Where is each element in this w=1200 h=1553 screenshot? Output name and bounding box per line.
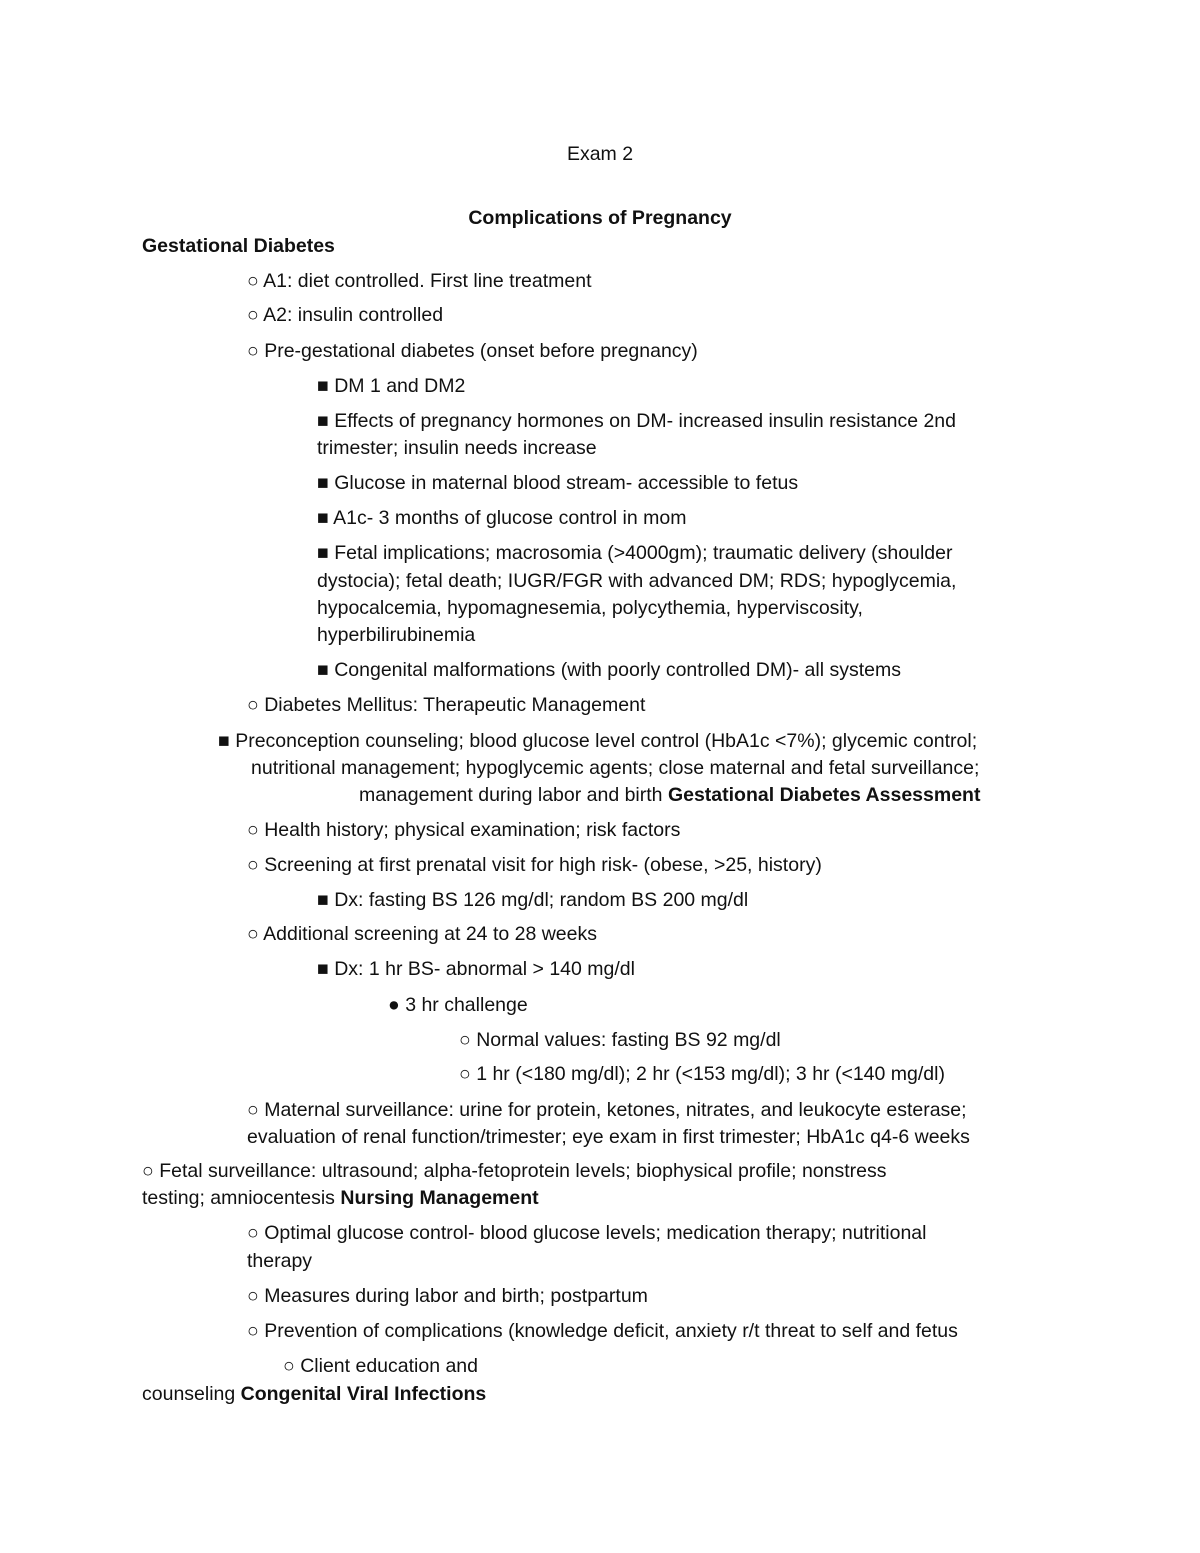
list-item-text: management during labor and birth — [359, 784, 668, 806]
list-item: ○ Measures during labor and birth; postpartum — [247, 1285, 648, 1307]
list-item-continuation — [359, 784, 980, 807]
list-item-continuation — [142, 1383, 486, 1406]
list-item-text: counseling — [142, 1383, 241, 1405]
heading-gestational-diabetes: Gestational Diabetes — [142, 235, 335, 257]
list-item: ○ Health history; physical examination; risk factors — [247, 819, 681, 841]
list-item: ○ Normal values: fasting BS 92 mg/dl — [459, 1029, 781, 1051]
list-item: ○ A1: diet controlled. First line treatment — [247, 270, 592, 292]
list-item: ■ Fetal implications; macrosomia (>4000gm); traumatic delivery (shoulder — [317, 542, 953, 564]
list-item: ○ Additional screening at 24 to 28 weeks — [247, 923, 598, 945]
list-item: ■ Congenital malformations (with poorly controlled DM)- all systems — [317, 659, 901, 681]
list-item: ■ DM 1 and DM2 — [317, 375, 466, 397]
list-item: ○ Pre-gestational diabetes (onset before pregnancy) — [247, 340, 698, 362]
heading-nursing-management: Nursing Management — [340, 1187, 539, 1209]
list-item-continuation: trimester; insulin needs increase — [317, 437, 597, 459]
list-item: ■ Preconception counseling; blood glucose level control (HbA1c <7%); glycemic control; — [218, 730, 978, 752]
list-item-continuation — [142, 1187, 539, 1210]
list-item-continuation: dystocia); fetal death; IUGR/FGR with advanced DM; RDS; hypoglycemia, — [317, 570, 957, 592]
list-item-continuation: nutritional management; hypoglycemic agents; close maternal and fetal surveillance; — [251, 757, 980, 779]
list-item-text: testing; amniocentesis — [142, 1187, 341, 1209]
list-item-continuation: hyperbilirubinemia — [317, 624, 476, 646]
list-item-continuation: hypocalcemia, hypomagnesemia, polycythemia, hyperviscosity, — [317, 597, 863, 619]
list-item: ○ 1 hr (<180 mg/dl); 2 hr (<153 mg/dl); 3 hr (<140 mg/dl) — [459, 1063, 945, 1085]
heading-gestational-diabetes-assessment: Gestational Diabetes Assessment — [667, 784, 981, 806]
exam-title: Exam 2 — [566, 143, 634, 165]
list-item: ● 3 hr challenge — [388, 994, 528, 1016]
list-item: ○ Optimal glucose control- blood glucose levels; medication therapy; nutritional — [247, 1222, 927, 1244]
list-item: ■ Dx: fasting BS 126 mg/dl; random BS 200 mg/dl — [317, 889, 749, 911]
list-item: ■ Glucose in maternal blood stream- accessible to fetus — [317, 472, 799, 494]
list-item: ■ Dx: 1 hr BS- abnormal > 140 mg/dl — [317, 958, 635, 980]
section-title: Complications of Pregnancy — [468, 207, 732, 229]
list-item-continuation: evaluation of renal function/trimester; eye exam in first trimester; HbA1c q4-6 weeks — [247, 1126, 970, 1148]
list-item: ○ Fetal surveillance: ultrasound; alpha-fetoprotein levels; biophysical profile; nonstress — [142, 1160, 887, 1182]
list-item: ○ Screening at first prenatal visit for high risk- (obese, >25, history) — [247, 854, 822, 876]
list-item: ○ Maternal surveillance: urine for protein, ketones, nitrates, and leukocyte esterase; — [247, 1099, 967, 1121]
list-item-continuation: therapy — [247, 1250, 313, 1272]
list-item: ○ Prevention of complications (knowledge deficit, anxiety r/t threat to self and fetus — [247, 1320, 958, 1342]
list-item: ○ Client education and — [283, 1355, 478, 1377]
list-item: ○ A2: insulin controlled — [247, 304, 444, 326]
heading-congenital-viral-infections: Congenital Viral Infections — [240, 1383, 487, 1405]
list-item: ○ Diabetes Mellitus: Therapeutic Management — [247, 694, 646, 716]
list-item: ■ Effects of pregnancy hormones on DM- increased insulin resistance 2nd — [317, 410, 956, 432]
list-item: ■ A1c- 3 months of glucose control in mom — [317, 507, 687, 529]
